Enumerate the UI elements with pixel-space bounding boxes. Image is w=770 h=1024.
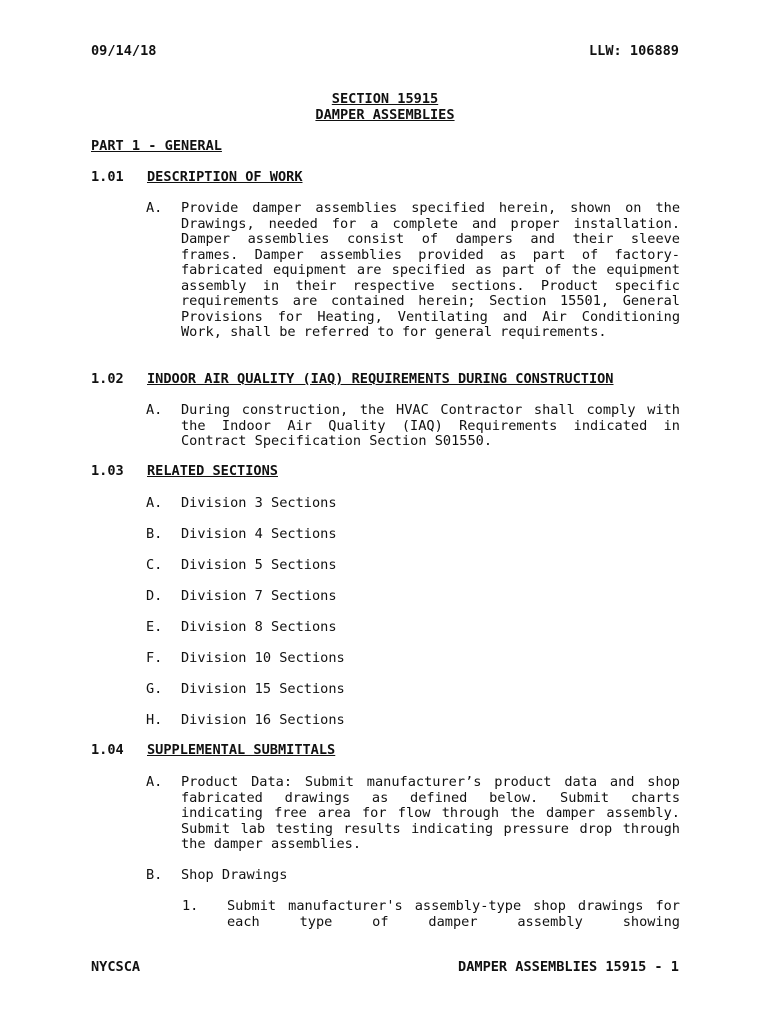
list-item [146,713,680,729]
item-letter: F. [146,650,163,666]
article-heading [91,170,303,186]
article-title: INDOOR AIR QUALITY (IAQ) REQUIREMENTS DURING CONSTRUCTION [147,371,614,387]
page-header [91,44,679,60]
header-date: 09/14/18 [91,43,157,59]
paragraph-letter: A. [146,402,163,418]
section-title [91,92,679,123]
paragraph-letter: A. [146,200,163,216]
list-item [146,527,680,543]
article-heading [91,464,278,480]
paragraph [146,868,680,884]
paragraph-text: Provide damper assemblies specified herein, shown on the Drawings, needed for a complete and proper installation. Damper assemblies consist of dampers and their sleeve frames. Damper assemblies provided as part of factory-fabricated equipment are specified as part of the equipment assembly in their respective sections. Product specific requirements are contained herein; Section 15501, General Provisions for Heating, Ventilating and Air Conditioning Work, shall be referred to for general requirements. [181,200,680,340]
article-number: 1.04 [91,742,124,758]
item-letter: D. [146,588,163,604]
item-text: Division 3 Sections [181,495,337,511]
item-letter: G. [146,681,163,697]
subparagraph-text: Submit manufacturer's assembly-type shop drawings for each type of damper assembly showing [227,898,680,930]
list-item [146,496,680,512]
article-heading [91,743,335,759]
article-heading [91,372,614,388]
paragraph [146,403,680,450]
item-letter: H. [146,712,163,728]
item-letter: B. [146,526,163,542]
article-title: DESCRIPTION OF WORK [147,169,303,185]
item-text: Division 15 Sections [181,681,345,697]
page-footer [91,960,679,976]
item-letter: A. [146,495,163,511]
subparagraph-number: 1. [182,898,199,914]
item-letter: C. [146,557,163,573]
header-code: LLW: 106889 [588,43,679,59]
item-text: Division 16 Sections [181,712,345,728]
item-text: Division 7 Sections [181,588,337,604]
part-heading: PART 1 - GENERAL [91,138,222,154]
footer-page-label: DAMPER ASSEMBLIES 15915 - 1 [458,959,679,975]
section-name: DAMPER ASSEMBLIES [315,106,455,123]
item-letter: E. [146,619,163,635]
list-item [146,682,680,698]
paragraph-text: During construction, the HVAC Contractor shall comply with the Indoor Air Quality (IAQ) Requirements indicated in Contract Specification Section S01550. [181,402,680,449]
article-title: SUPPLEMENTAL SUBMITTALS [147,742,336,758]
article-number: 1.02 [91,371,124,387]
list-item [146,620,680,636]
list-item [146,558,680,574]
footer-org: NYCSCA [91,959,141,975]
item-text: Division 8 Sections [181,619,337,635]
item-text: Division 10 Sections [181,650,345,666]
item-text: Division 4 Sections [181,526,337,542]
article-number: 1.03 [91,463,124,479]
subparagraph [182,899,680,930]
list-item [146,651,680,667]
section-number: SECTION 15915 [331,91,439,107]
paragraph-text: Shop Drawings [181,867,288,883]
list-item [146,589,680,605]
article-title: RELATED SECTIONS [147,463,278,479]
paragraph-letter: B. [146,867,163,883]
paragraph [146,201,680,341]
paragraph-letter: A. [146,774,163,790]
paragraph-text: Product Data: Submit manufacturer’s product data and shop fabricated drawings as defined below. Submit charts indicating free area for flow through the damper assembly. Submit lab testing results indicating pressure drop through the damper assemblies. [181,774,680,852]
paragraph [146,775,680,853]
article-number: 1.01 [91,169,124,185]
item-text: Division 5 Sections [181,557,337,573]
